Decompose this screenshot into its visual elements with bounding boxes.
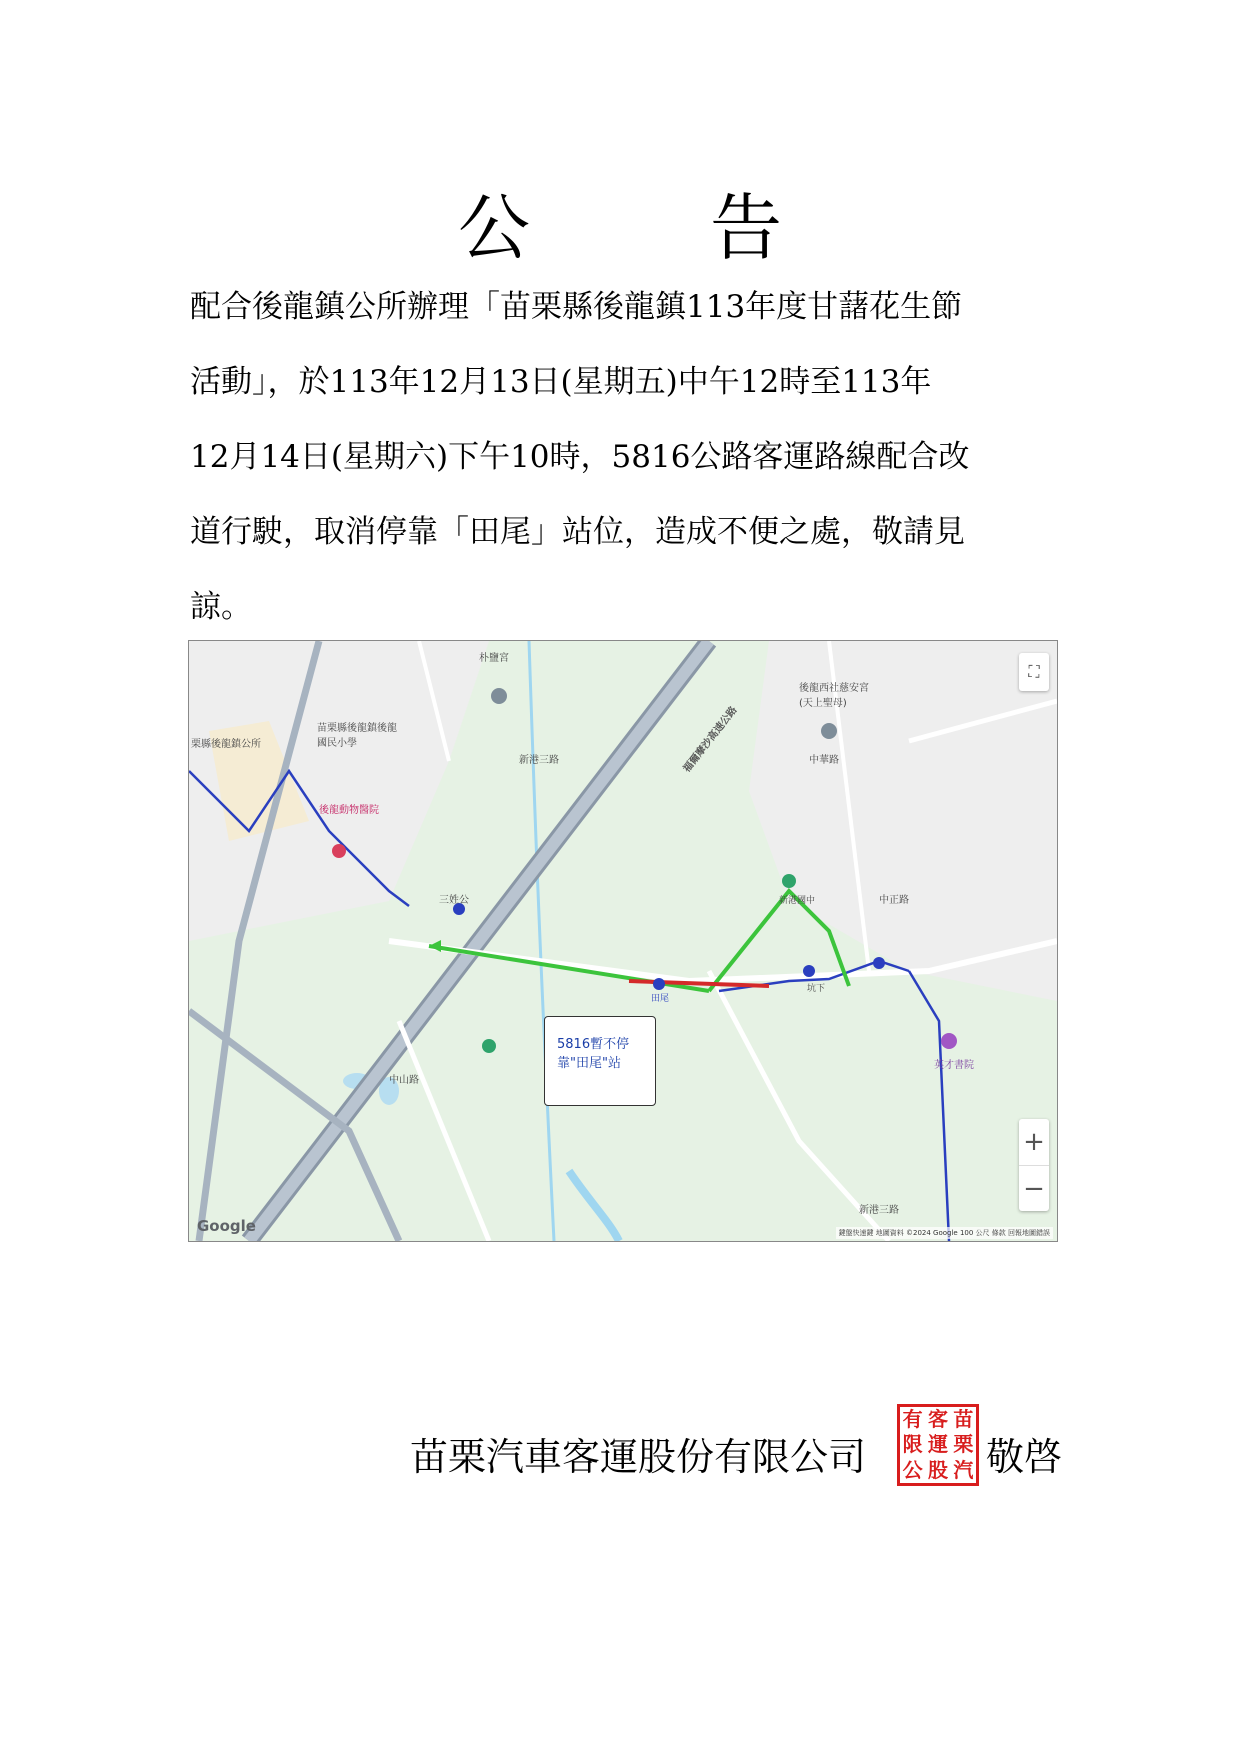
callout-box: 5816暫不停靠"田尾"站: [544, 1016, 656, 1106]
title-char-1: 公: [457, 186, 530, 270]
title-char-2: 告: [710, 186, 783, 270]
body-line: 道行駛，取消停靠「田尾」站位，造成不便之處，敬請見: [190, 514, 965, 550]
map-label-highway: 福爾摩沙高速公路: [681, 704, 740, 775]
body-line: 活動」，於113年12月13日(星期五)中午12時至113年: [190, 364, 932, 400]
route-map[interactable]: [188, 640, 1058, 1242]
seal-char: 客: [927, 1407, 948, 1431]
body-line: 諒。: [190, 589, 252, 625]
seal-char: 栗: [953, 1432, 974, 1457]
temple-icon: [491, 688, 507, 704]
company-seal: [897, 1404, 979, 1486]
map-label-road: 新港三路: [519, 755, 559, 766]
map-label-school: 苗栗縣後龍鎮後龍國民小學: [317, 723, 397, 749]
hospital-icon: [332, 844, 346, 858]
company-name: 苗栗汽車客運股份有限公司: [410, 1435, 867, 1479]
body-line: 12月14日(星期六)下午10時，5816公路客運路線配合改: [190, 439, 970, 475]
map-label-stop: 坑下: [807, 984, 826, 994]
map-label-hospital: 後龍動物醫院: [319, 805, 379, 816]
closing: 敬啓: [986, 1435, 1063, 1479]
bus-stop-icon: [653, 978, 665, 990]
map-label-sanxing: 三姓公: [439, 895, 469, 906]
notice-body: [190, 270, 1070, 645]
seal-char: 股: [927, 1457, 948, 1482]
bus-stop-icon: [873, 957, 885, 969]
map-label-road: 新港三路: [859, 1205, 899, 1216]
map-attribution[interactable]: 鍵盤快速鍵 地圖資料 ©2024 Google 100 公尺 條款 回報地圖錯誤: [836, 1227, 1053, 1239]
poi-icon: [782, 874, 796, 888]
temple-icon: [821, 723, 837, 739]
bookhouse-icon: [941, 1033, 957, 1049]
seal-char: 有: [902, 1407, 923, 1431]
map-label-bookhouse: 英才書院: [934, 1060, 974, 1071]
body-line: 配合後龍鎮公所辦理「苗栗縣後龍鎮113年度甘藷花生節: [190, 289, 963, 325]
page-title: [0, 170, 1240, 274]
map-label-stop: 田尾: [651, 994, 670, 1004]
map-label-road: 中華路: [809, 755, 839, 766]
map-label-road: 中正路: [879, 895, 909, 906]
park-icon: [482, 1039, 496, 1053]
map-label-temple2: 後龍西社慈安宮(天上聖母): [799, 683, 869, 709]
bus-stop-icon: [803, 965, 815, 977]
zoom-out-button[interactable]: −: [1023, 1174, 1045, 1204]
zoom-in-button[interactable]: +: [1019, 1119, 1049, 1166]
map-label-road: 中山路: [389, 1075, 419, 1086]
map-label-office: 栗縣後龍鎮公所: [191, 739, 261, 750]
zoom-control: [1019, 1119, 1049, 1211]
seal-char: 苗: [953, 1407, 974, 1431]
fullscreen-button[interactable]: ⛶: [1019, 653, 1049, 691]
seal-char: 限: [902, 1432, 923, 1457]
map-label-stop: 新港國中: [779, 896, 816, 906]
seal-char: 運: [927, 1432, 948, 1457]
seal-char: 公: [902, 1457, 923, 1482]
google-logo: Google: [197, 1217, 256, 1235]
seal-char: 汽: [953, 1457, 974, 1482]
map-label-temple: 朴鹽宮: [479, 653, 509, 664]
